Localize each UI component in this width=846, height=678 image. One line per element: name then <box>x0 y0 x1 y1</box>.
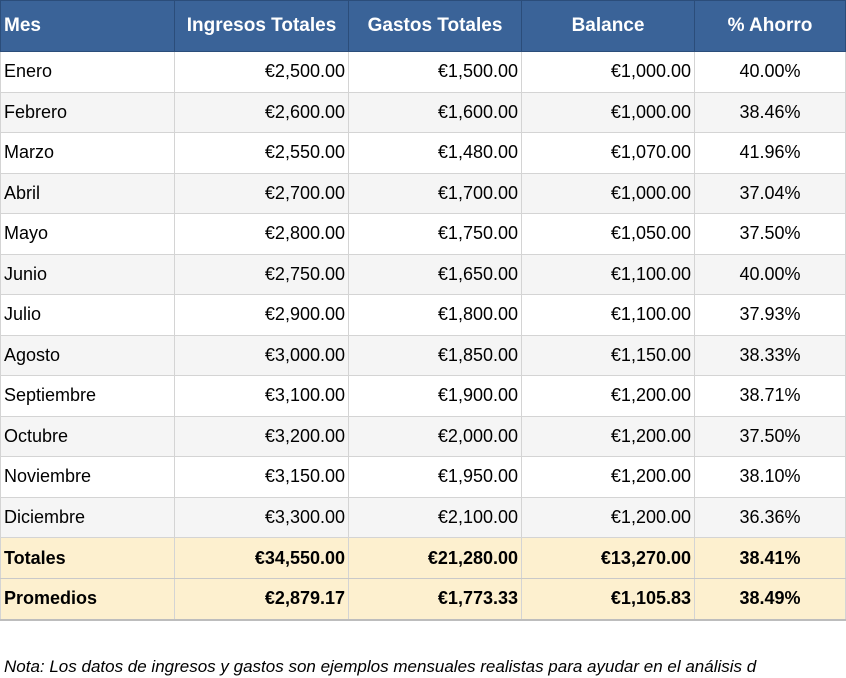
cell-savings[interactable]: 40.00% <box>695 254 846 295</box>
cell-expenses[interactable]: €1,950.00 <box>349 457 522 498</box>
averages-expenses[interactable]: €1,773.33 <box>349 579 522 620</box>
cell-income[interactable]: €3,150.00 <box>175 457 349 498</box>
cell-expenses[interactable]: €1,600.00 <box>349 92 522 133</box>
cell-balance[interactable]: €1,000.00 <box>522 92 695 133</box>
cell-expenses[interactable]: €2,100.00 <box>349 497 522 538</box>
cell-balance[interactable]: €1,150.00 <box>522 335 695 376</box>
header-savings[interactable]: % Ahorro <box>695 1 846 52</box>
cell-income[interactable]: €3,300.00 <box>175 497 349 538</box>
cell-month[interactable]: Enero <box>1 52 175 93</box>
table-row <box>1 376 846 417</box>
header-income[interactable]: Ingresos Totales <box>175 1 349 52</box>
cell-income[interactable]: €2,800.00 <box>175 214 349 255</box>
cell-savings[interactable]: 38.10% <box>695 457 846 498</box>
cell-savings[interactable]: 37.93% <box>695 295 846 336</box>
cell-income[interactable]: €2,500.00 <box>175 52 349 93</box>
cell-expenses[interactable]: €1,500.00 <box>349 52 522 93</box>
averages-label[interactable]: Promedios <box>1 579 175 620</box>
cell-balance[interactable]: €1,200.00 <box>522 376 695 417</box>
cell-savings[interactable]: 38.46% <box>695 92 846 133</box>
cell-balance[interactable]: €1,200.00 <box>522 457 695 498</box>
cell-savings[interactable]: 37.50% <box>695 416 846 457</box>
cell-savings[interactable]: 41.96% <box>695 133 846 174</box>
header-row <box>1 1 846 52</box>
header-balance[interactable]: Balance <box>522 1 695 52</box>
totals-label[interactable]: Totales <box>1 538 175 579</box>
cell-month[interactable]: Marzo <box>1 133 175 174</box>
cell-balance[interactable]: €1,000.00 <box>522 173 695 214</box>
totals-row <box>1 538 846 579</box>
cell-savings[interactable]: 38.33% <box>695 335 846 376</box>
cell-month[interactable]: Agosto <box>1 335 175 376</box>
cell-balance[interactable]: €1,000.00 <box>522 52 695 93</box>
cell-month[interactable]: Julio <box>1 295 175 336</box>
cell-savings[interactable]: 37.04% <box>695 173 846 214</box>
cell-income[interactable]: €3,200.00 <box>175 416 349 457</box>
cell-month[interactable]: Junio <box>1 254 175 295</box>
header-month[interactable]: Mes <box>1 1 175 52</box>
cell-month[interactable]: Abril <box>1 173 175 214</box>
cell-expenses[interactable]: €2,000.00 <box>349 416 522 457</box>
header-expenses[interactable]: Gastos Totales <box>349 1 522 52</box>
cell-month[interactable]: Febrero <box>1 92 175 133</box>
table-body <box>1 52 846 620</box>
totals-balance[interactable]: €13,270.00 <box>522 538 695 579</box>
averages-income[interactable]: €2,879.17 <box>175 579 349 620</box>
cell-balance[interactable]: €1,200.00 <box>522 497 695 538</box>
cell-balance[interactable]: €1,100.00 <box>522 295 695 336</box>
cell-savings[interactable]: 36.36% <box>695 497 846 538</box>
table-row <box>1 133 846 174</box>
totals-savings[interactable]: 38.41% <box>695 538 846 579</box>
table-row <box>1 173 846 214</box>
cell-balance[interactable]: €1,100.00 <box>522 254 695 295</box>
cell-savings[interactable]: 38.71% <box>695 376 846 417</box>
cell-month[interactable]: Septiembre <box>1 376 175 417</box>
cell-expenses[interactable]: €1,750.00 <box>349 214 522 255</box>
totals-expenses[interactable]: €21,280.00 <box>349 538 522 579</box>
cell-balance[interactable]: €1,070.00 <box>522 133 695 174</box>
table-row <box>1 335 846 376</box>
cell-savings[interactable]: 37.50% <box>695 214 846 255</box>
table-row <box>1 254 846 295</box>
averages-row <box>1 579 846 620</box>
table-row <box>1 295 846 336</box>
averages-savings[interactable]: 38.49% <box>695 579 846 620</box>
table-row <box>1 457 846 498</box>
cell-savings[interactable]: 40.00% <box>695 52 846 93</box>
cell-income[interactable]: €2,900.00 <box>175 295 349 336</box>
averages-balance[interactable]: €1,105.83 <box>522 579 695 620</box>
cell-month[interactable]: Octubre <box>1 416 175 457</box>
cell-expenses[interactable]: €1,900.00 <box>349 376 522 417</box>
table-row <box>1 497 846 538</box>
cell-balance[interactable]: €1,050.00 <box>522 214 695 255</box>
cell-expenses[interactable]: €1,850.00 <box>349 335 522 376</box>
cell-income[interactable]: €2,750.00 <box>175 254 349 295</box>
cell-expenses[interactable]: €1,480.00 <box>349 133 522 174</box>
cell-expenses[interactable]: €1,700.00 <box>349 173 522 214</box>
cell-month[interactable]: Mayo <box>1 214 175 255</box>
cell-expenses[interactable]: €1,650.00 <box>349 254 522 295</box>
table-row <box>1 214 846 255</box>
cell-income[interactable]: €2,550.00 <box>175 133 349 174</box>
table-row <box>1 92 846 133</box>
cell-balance[interactable]: €1,200.00 <box>522 416 695 457</box>
footnote: Nota: Los datos de ingresos y gastos son ejemplos mensuales realistas para ayudar en el análisis d <box>4 657 757 676</box>
cell-month[interactable]: Diciembre <box>1 497 175 538</box>
table-row <box>1 52 846 93</box>
cell-month[interactable]: Noviembre <box>1 457 175 498</box>
totals-income[interactable]: €34,550.00 <box>175 538 349 579</box>
table-row <box>1 416 846 457</box>
cell-income[interactable]: €2,700.00 <box>175 173 349 214</box>
cell-expenses[interactable]: €1,800.00 <box>349 295 522 336</box>
cell-income[interactable]: €3,100.00 <box>175 376 349 417</box>
cell-income[interactable]: €3,000.00 <box>175 335 349 376</box>
cell-income[interactable]: €2,600.00 <box>175 92 349 133</box>
